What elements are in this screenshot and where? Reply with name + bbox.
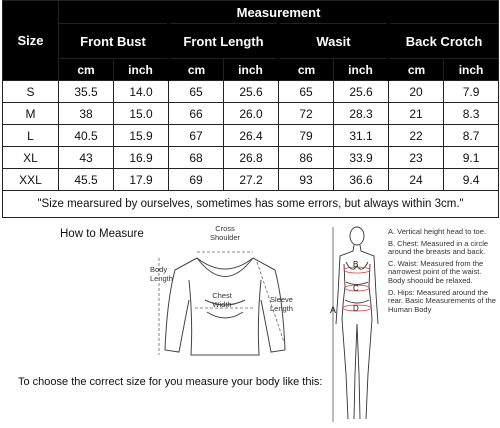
table-cell: 65 (279, 81, 334, 103)
table-cell: 31.1 (334, 125, 389, 147)
group-header-waist: Wasit (279, 24, 389, 59)
body-figure (328, 224, 386, 426)
unit-header: cm (389, 59, 444, 81)
group-header-front-length: Front Length (169, 24, 279, 59)
size-cell: S (3, 81, 59, 103)
unit-header: inch (444, 59, 499, 81)
table-cell: 66 (169, 103, 224, 125)
table-cell: 35.5 (59, 81, 114, 103)
table-row (3, 125, 499, 147)
table-cell: 9.4 (444, 169, 499, 191)
choose-size-instruction: To choose the correct size for you measure your body like this: (18, 376, 323, 388)
table-cell: 67 (169, 125, 224, 147)
table-cell: 24 (389, 169, 444, 191)
table-cell: 8.3 (444, 103, 499, 125)
table-cell: 33.9 (334, 147, 389, 169)
legend-item-hips: D. Hips: Measured around the rear. Basic Measurements of the Human Body (388, 287, 496, 314)
measurement-note: "Size mearsured by ourselves, sometimes has some errors, but always within 3cm." (3, 191, 499, 218)
table-cell: 15.0 (114, 103, 169, 125)
table-cell: 68 (169, 147, 224, 169)
body-letter-d: D (353, 304, 359, 313)
table-cell: 17.9 (114, 169, 169, 191)
chest-width-label: Chest Width (212, 291, 232, 309)
table-cell: 26.0 (224, 103, 279, 125)
table-cell: 69 (169, 169, 224, 191)
table-row (3, 81, 499, 103)
group-header-back-crotch: Back Crotch (389, 24, 499, 59)
table-cell: 40.5 (59, 125, 114, 147)
unit-header: inch (224, 59, 279, 81)
table-cell: 23 (389, 147, 444, 169)
table-row (3, 147, 499, 169)
unit-header: cm (279, 59, 334, 81)
table-row (3, 103, 499, 125)
table-cell: 27.2 (224, 169, 279, 191)
unit-header: inch (114, 59, 169, 81)
size-cell: XXL (3, 169, 59, 191)
body-letter-b: B (353, 260, 359, 269)
body-length-label: Body Length (150, 265, 173, 283)
measuring-guide (0, 222, 500, 428)
size-cell: XL (3, 147, 59, 169)
size-cell: M (3, 103, 59, 125)
table-cell: 93 (279, 169, 334, 191)
table-cell: 9.1 (444, 147, 499, 169)
table-cell: 25.6 (334, 81, 389, 103)
unit-header: cm (169, 59, 224, 81)
group-header-front-bust: Front Bust (59, 24, 169, 59)
table-cell: 16.9 (114, 147, 169, 169)
table-cell: 21 (389, 103, 444, 125)
table-cell: 45.5 (59, 169, 114, 191)
measurement-legend (388, 228, 500, 317)
unit-header: inch (334, 59, 389, 81)
legend-item-waist: C. Waist: Measured from the narrowest point of the waist. Body shoould be relaxed. (388, 258, 484, 285)
legend-item-chest: B. Chest: Measured in a circle around the breasts and back. (388, 238, 489, 257)
table-cell: 26.4 (224, 125, 279, 147)
table-cell: 25.6 (224, 81, 279, 103)
table-cell: 86 (279, 147, 334, 169)
unit-header: cm (59, 59, 114, 81)
measurement-header: Measurement (59, 1, 499, 24)
table-cell: 22 (389, 125, 444, 147)
table-cell: 43 (59, 147, 114, 169)
legend-item-height: A. Vertical height head to toe. (388, 227, 486, 236)
size-chart-table (2, 0, 499, 218)
size-header: Size (3, 1, 59, 81)
table-cell: 36.6 (334, 169, 389, 191)
table-cell: 7.9 (444, 81, 499, 103)
table-cell: 20 (389, 81, 444, 103)
cross-shoulder-label: Cross Shoulder (209, 224, 241, 242)
table-cell: 15.9 (114, 125, 169, 147)
table-cell: 8.7 (444, 125, 499, 147)
size-cell: L (3, 125, 59, 147)
table-cell: 38 (59, 103, 114, 125)
table-cell: 26.8 (224, 147, 279, 169)
table-cell: 79 (279, 125, 334, 147)
table-cell: 65 (169, 81, 224, 103)
sleeve-length-label: Sleeve Length (270, 295, 293, 313)
body-letter-c: C (353, 284, 359, 293)
table-row (3, 169, 499, 191)
how-to-measure-title: How to Measure (60, 228, 144, 240)
table-cell: 72 (279, 103, 334, 125)
table-cell: 28.3 (334, 103, 389, 125)
table-cell: 14.0 (114, 81, 169, 103)
body-letter-a: A (330, 305, 337, 315)
